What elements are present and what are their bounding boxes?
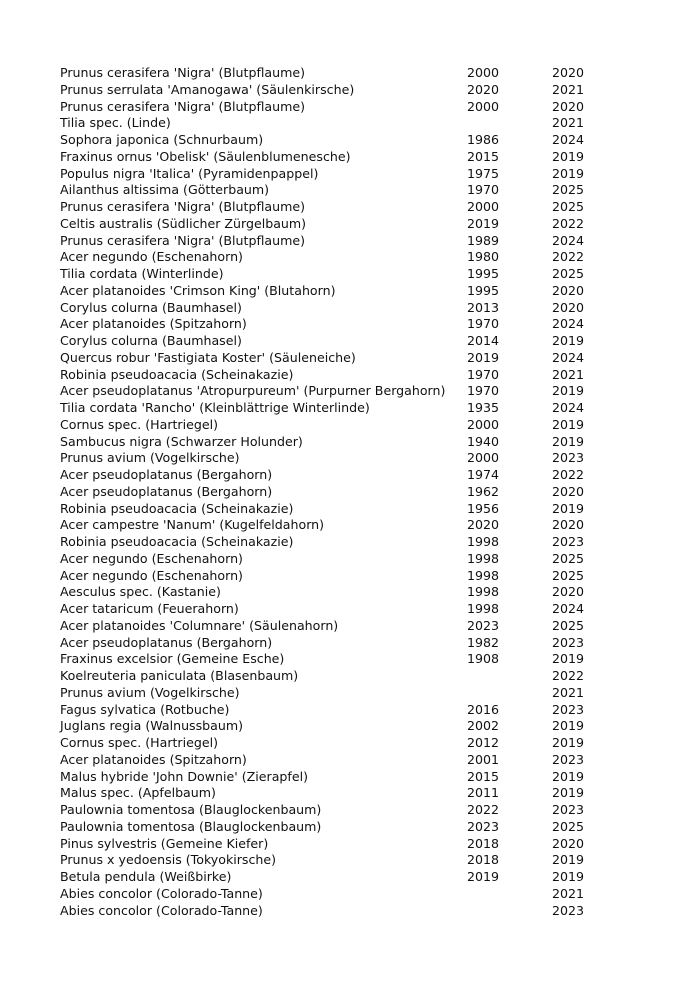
year-planted-cell: 1974 [467, 467, 500, 482]
tree-species-cell: Prunus cerasifera 'Nigra' (Blutpflaume) [60, 98, 306, 114]
year-checked-cell: 2022 [552, 668, 585, 683]
year-checked-cell: 2023 [552, 634, 585, 650]
year-planted-cell: 1975 [467, 165, 500, 181]
year-checked-cell: 2020 [552, 584, 585, 600]
year-checked-cell: 2020 [552, 517, 585, 533]
year-checked-cell: 2024 [552, 316, 585, 332]
table-row [60, 819, 600, 836]
tree-species-cell: Prunus avium (Vogelkirsche) [60, 450, 240, 466]
year-checked-cell: 2024 [552, 400, 585, 415]
year-planted-cell: 2000 [467, 65, 500, 80]
year-planted-cell: 1989 [467, 232, 500, 248]
year-checked-cell: 2021 [552, 366, 585, 382]
table-row [60, 99, 600, 116]
year-planted-cell: 2000 [467, 98, 500, 114]
table-row [60, 199, 600, 216]
tree-species-cell: Malus spec. (Apfelbaum) [60, 785, 216, 801]
table-row [60, 886, 600, 903]
year-checked-cell: 2019 [552, 416, 585, 432]
table-row [60, 584, 600, 601]
tree-species-cell: Prunus x yedoensis (Tokyokirsche) [60, 852, 277, 868]
year-checked-cell: 2024 [552, 601, 585, 616]
year-checked-cell: 2022 [552, 215, 585, 231]
year-planted-cell: 1970 [467, 366, 500, 382]
year-checked-cell: 2025 [552, 567, 585, 583]
table-row [60, 852, 600, 869]
year-checked-cell: 2025 [552, 199, 585, 214]
year-checked-cell: 2023 [552, 701, 585, 717]
table-row [60, 115, 600, 132]
year-checked-cell: 2023 [552, 534, 585, 549]
tree-species-cell: Quercus robur 'Fastigiata Koster' (Säuleneiche) [60, 349, 356, 365]
table-row [60, 484, 600, 501]
year-checked-cell: 2025 [552, 550, 585, 566]
year-checked-cell: 2019 [552, 651, 585, 667]
tree-species-cell: Robinia pseudoacacia (Scheinakazie) [60, 366, 294, 382]
year-checked-cell: 2019 [552, 735, 585, 750]
year-checked-cell: 2024 [552, 132, 585, 147]
year-checked-cell: 2022 [552, 467, 585, 482]
table-row [60, 769, 600, 786]
tree-species-cell: Acer negundo (Eschenahorn) [60, 249, 243, 265]
year-checked-cell: 2020 [552, 282, 585, 298]
table-row [60, 350, 600, 367]
tree-species-cell: Prunus serrulata 'Amanogawa' (Säulenkirsche) [60, 81, 355, 97]
year-planted-cell: 2012 [467, 735, 500, 750]
tree-species-cell: Aesculus spec. (Kastanie) [60, 584, 221, 600]
tree-species-cell: Koelreuteria paniculata (Blasenbaum) [60, 668, 299, 683]
year-planted-cell: 2013 [467, 299, 500, 315]
year-checked-cell: 2020 [552, 483, 585, 499]
tree-species-cell: Acer platanoides 'Columnare' (Säulenahorn) [60, 617, 339, 633]
year-planted-cell: 1998 [467, 534, 500, 549]
tree-species-cell: Sophora japonica (Schnurbaum) [60, 132, 264, 147]
year-planted-cell: 2015 [467, 148, 500, 164]
tree-species-cell: Prunus cerasifera 'Nigra' (Blutpflaume) [60, 199, 306, 214]
year-planted-cell: 1998 [467, 601, 500, 616]
year-checked-cell: 2025 [552, 818, 585, 834]
year-checked-cell: 2025 [552, 182, 585, 198]
year-planted-cell: 2016 [467, 701, 500, 717]
table-row [60, 903, 600, 920]
year-planted-cell: 1998 [467, 550, 500, 566]
table-row [60, 266, 600, 283]
table-row [60, 400, 600, 417]
table-row [60, 618, 600, 635]
year-planted-cell: 1970 [467, 316, 500, 332]
year-planted-cell: 2000 [467, 199, 500, 214]
table-row [60, 233, 600, 250]
year-planted-cell: 2001 [467, 751, 500, 767]
table-row [60, 601, 600, 618]
year-planted-cell: 1935 [467, 400, 500, 415]
table-row [60, 450, 600, 467]
year-planted-cell: 1995 [467, 266, 500, 281]
year-checked-cell: 2019 [552, 768, 585, 784]
year-checked-cell: 2023 [552, 802, 585, 817]
year-planted-cell: 2023 [467, 818, 500, 834]
tree-species-cell: Cornus spec. (Hartriegel) [60, 416, 219, 432]
year-checked-cell: 2021 [552, 684, 585, 700]
year-planted-cell: 2019 [467, 349, 500, 365]
year-planted-cell: 2023 [467, 617, 500, 633]
year-planted-cell: 2014 [467, 333, 500, 348]
year-planted-cell: 2000 [467, 450, 500, 466]
table-row [60, 316, 600, 333]
tree-species-cell: Fagus sylvatica (Rotbuche) [60, 701, 230, 717]
tree-species-cell: Prunus avium (Vogelkirsche) [60, 684, 240, 700]
year-planted-cell: 1998 [467, 567, 500, 583]
year-checked-cell: 2021 [552, 885, 585, 901]
tree-species-cell: Paulownia tomentosa (Blauglockenbaum) [60, 818, 322, 834]
year-checked-cell: 2019 [552, 718, 585, 734]
table-row [60, 216, 600, 233]
year-planted-cell: 2018 [467, 852, 500, 868]
tree-species-cell: Fraxinus excelsior (Gemeine Esche) [60, 651, 285, 667]
year-planted-cell: 2019 [467, 869, 500, 884]
tree-species-cell: Acer pseudoplatanus 'Atropurpureum' (Purpurner Bergahorn) [60, 383, 446, 399]
year-checked-cell: 2019 [552, 333, 585, 348]
tree-species-cell: Acer campestre 'Nanum' (Kugelfeldahorn) [60, 517, 325, 533]
tree-species-cell: Acer negundo (Eschenahorn) [60, 550, 243, 566]
tree-species-cell: Tilia cordata (Winterlinde) [60, 266, 224, 281]
tree-species-cell: Acer pseudoplatanus (Bergahorn) [60, 634, 273, 650]
tree-species-cell: Malus hybride 'John Downie' (Zierapfel) [60, 768, 308, 784]
year-planted-cell: 1956 [467, 500, 500, 516]
table-row [60, 869, 600, 886]
year-planted-cell: 2022 [467, 802, 500, 817]
tree-species-cell: Fraxinus ornus 'Obelisk' (Säulenblumenesche) [60, 148, 351, 164]
table-row [60, 836, 600, 853]
year-checked-cell: 2019 [552, 869, 585, 884]
table-row [60, 417, 600, 434]
table-row [60, 467, 600, 484]
year-checked-cell: 2021 [552, 115, 585, 131]
table-row [60, 65, 600, 82]
year-checked-cell: 2024 [552, 349, 585, 365]
year-planted-cell: 1980 [467, 249, 500, 265]
tree-species-cell: Paulownia tomentosa (Blauglockenbaum) [60, 802, 322, 817]
year-planted-cell: 1982 [467, 634, 500, 650]
tree-species-cell: Acer platanoides (Spitzahorn) [60, 751, 247, 767]
year-planted-cell: 1908 [467, 651, 500, 667]
year-checked-cell: 2025 [552, 266, 585, 281]
year-planted-cell: 1995 [467, 282, 500, 298]
table-row [60, 802, 600, 819]
year-checked-cell: 2019 [552, 383, 585, 399]
year-checked-cell: 2020 [552, 835, 585, 851]
year-planted-cell: 1962 [467, 483, 500, 499]
year-checked-cell: 2019 [552, 433, 585, 449]
table-row [60, 283, 600, 300]
table-row [60, 501, 600, 518]
tree-species-cell: Prunus cerasifera 'Nigra' (Blutpflaume) [60, 65, 306, 80]
year-planted-cell: 1970 [467, 182, 500, 198]
year-planted-cell: 1940 [467, 433, 500, 449]
tree-species-cell: Robinia pseudoacacia (Scheinakazie) [60, 534, 294, 549]
year-planted-cell: 1998 [467, 584, 500, 600]
year-planted-cell: 2000 [467, 416, 500, 432]
year-checked-cell: 2025 [552, 617, 585, 633]
table-row [60, 249, 600, 266]
tree-table [60, 65, 600, 919]
table-row [60, 517, 600, 534]
table-row [60, 166, 600, 183]
tree-species-cell: Betula pendula (Weißbirke) [60, 869, 232, 884]
table-row [60, 718, 600, 735]
tree-species-cell: Abies concolor (Colorado-Tanne) [60, 902, 263, 918]
year-checked-cell: 2019 [552, 500, 585, 516]
year-planted-cell: 2015 [467, 768, 500, 784]
year-planted-cell: 2018 [467, 835, 500, 851]
year-planted-cell: 2020 [467, 81, 500, 97]
table-row [60, 333, 600, 350]
table-row [60, 383, 600, 400]
year-checked-cell: 2022 [552, 249, 585, 265]
year-planted-cell: 2020 [467, 517, 500, 533]
table-row [60, 534, 600, 551]
tree-species-cell: Celtis australis (Südlicher Zürgelbaum) [60, 215, 307, 231]
table-row [60, 568, 600, 585]
year-checked-cell: 2019 [552, 785, 585, 801]
table-row [60, 82, 600, 99]
tree-species-cell: Pinus sylvestris (Gemeine Kiefer) [60, 835, 269, 851]
table-row [60, 182, 600, 199]
table-row [60, 551, 600, 568]
tree-species-cell: Acer pseudoplatanus (Bergahorn) [60, 483, 273, 499]
tree-species-cell: Acer tataricum (Feuerahorn) [60, 601, 239, 616]
tree-species-cell: Prunus cerasifera 'Nigra' (Blutpflaume) [60, 232, 306, 248]
tree-species-cell: Acer platanoides (Spitzahorn) [60, 316, 247, 332]
year-checked-cell: 2023 [552, 751, 585, 767]
year-checked-cell: 2019 [552, 165, 585, 181]
year-planted-cell: 2011 [467, 785, 500, 801]
tree-species-cell: Sambucus nigra (Schwarzer Holunder) [60, 433, 303, 449]
year-checked-cell: 2023 [552, 450, 585, 466]
year-planted-cell: 1986 [467, 132, 500, 147]
tree-species-cell: Cornus spec. (Hartriegel) [60, 735, 219, 750]
year-checked-cell: 2020 [552, 65, 585, 80]
table-row [60, 651, 600, 668]
year-checked-cell: 2019 [552, 148, 585, 164]
table-row [60, 752, 600, 769]
table-row [60, 300, 600, 317]
tree-species-cell: Corylus colurna (Baumhasel) [60, 333, 242, 348]
tree-species-cell: Robinia pseudoacacia (Scheinakazie) [60, 500, 294, 516]
tree-species-cell: Tilia cordata 'Rancho' (Kleinblättrige Winterlinde) [60, 400, 370, 415]
tree-species-cell: Corylus colurna (Baumhasel) [60, 299, 242, 315]
tree-species-cell: Acer negundo (Eschenahorn) [60, 567, 243, 583]
tree-species-cell: Populus nigra 'Italica' (Pyramidenpappel) [60, 165, 319, 181]
tree-species-cell: Tilia spec. (Linde) [60, 115, 171, 131]
table-row [60, 685, 600, 702]
tree-species-cell: Juglans regia (Walnussbaum) [60, 718, 244, 734]
year-checked-cell: 2020 [552, 98, 585, 114]
year-checked-cell: 2021 [552, 81, 585, 97]
tree-species-cell: Abies concolor (Colorado-Tanne) [60, 885, 263, 901]
year-planted-cell: 1970 [467, 383, 500, 399]
year-checked-cell: 2024 [552, 232, 585, 248]
tree-species-cell: Ailanthus altissima (Götterbaum) [60, 182, 270, 198]
table-row [60, 434, 600, 451]
year-planted-cell: 2002 [467, 718, 500, 734]
table-row [60, 149, 600, 166]
tree-species-cell: Acer platanoides 'Crimson King' (Blutahorn) [60, 282, 336, 298]
year-checked-cell: 2019 [552, 852, 585, 868]
year-planted-cell: 2019 [467, 215, 500, 231]
table-row [60, 367, 600, 384]
year-checked-cell: 2020 [552, 299, 585, 315]
table-row [60, 635, 600, 652]
tree-species-cell: Acer pseudoplatanus (Bergahorn) [60, 467, 273, 482]
table-row [60, 668, 600, 685]
table-row [60, 702, 600, 719]
table-row [60, 132, 600, 149]
year-checked-cell: 2023 [552, 902, 585, 918]
table-row [60, 785, 600, 802]
table-row [60, 735, 600, 752]
